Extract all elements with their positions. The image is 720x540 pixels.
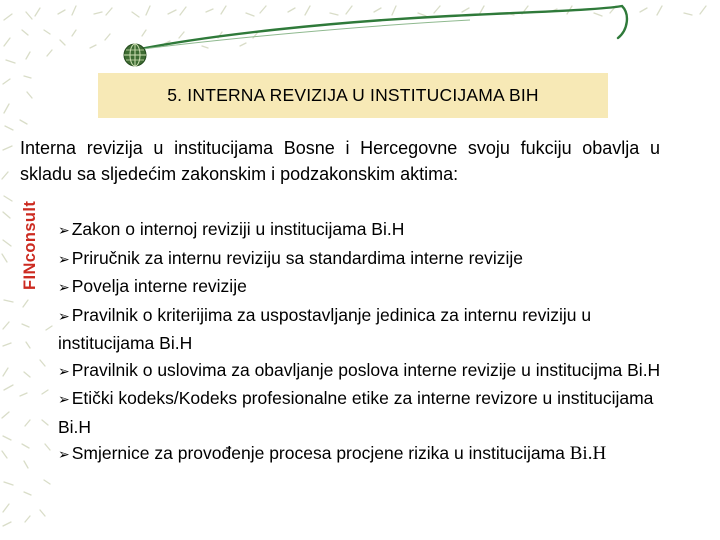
arrow-bullet-icon: ➢ bbox=[58, 447, 70, 463]
globe-icon bbox=[122, 42, 148, 68]
title-band bbox=[98, 73, 608, 118]
arrow-bullet-icon: ➢ bbox=[58, 392, 70, 408]
arrow-bullet-icon: ➢ bbox=[58, 223, 70, 239]
list-item-text: Povelja interne revizije bbox=[71, 276, 247, 296]
list-item bbox=[58, 245, 678, 274]
arrow-bullet-icon: ➢ bbox=[58, 308, 70, 325]
swoosh-decoration bbox=[130, 0, 630, 60]
brand-logo: FINconsult bbox=[21, 200, 39, 290]
slide-title: 5. INTERNA REVIZIJA U INSTITUCIJAMA BIH bbox=[167, 85, 539, 105]
list-item-text: Etički kodeks/Kodeks profesionalne etike za interne revizore u institucijama Bi.H bbox=[58, 388, 654, 437]
list-item-text: Pravilnik o uslovima za obavljanje poslova interne revizije u institucijma Bi.H bbox=[71, 359, 661, 380]
list-item bbox=[58, 273, 678, 302]
arrow-bullet-icon: ➢ bbox=[58, 251, 70, 268]
acts-list bbox=[58, 216, 678, 469]
list-item bbox=[58, 385, 678, 440]
arrow-bullet-icon: ➢ bbox=[58, 280, 70, 296]
list-item bbox=[58, 216, 678, 245]
arrow-bullet-icon: ➢ bbox=[58, 363, 70, 380]
list-item-text: Pravilnik o kriterijima za uspostavljanje jedinica za internu reviziju u institucijama Bi.H bbox=[58, 304, 592, 353]
list-item bbox=[58, 302, 678, 357]
list-item-text-tail: Bi.H bbox=[569, 443, 607, 464]
intro-paragraph: Interna revizija u institucijama Bosne i Hercegovne svoju fukciju obavlja u skladu sa sljedećim zakonskim i podzakonskim aktima: bbox=[20, 138, 660, 184]
list-item-text: Smjernice za provođenje procesa procjene rizika u institucijama bbox=[71, 443, 570, 463]
list-item-text: Priručnik za internu reviziju sa standardima interne revizije bbox=[71, 247, 524, 268]
list-item-text: Zakon o internoj reviziji u institucijama Bi.H bbox=[71, 219, 405, 239]
list-item bbox=[58, 440, 678, 469]
list-item bbox=[58, 357, 678, 386]
